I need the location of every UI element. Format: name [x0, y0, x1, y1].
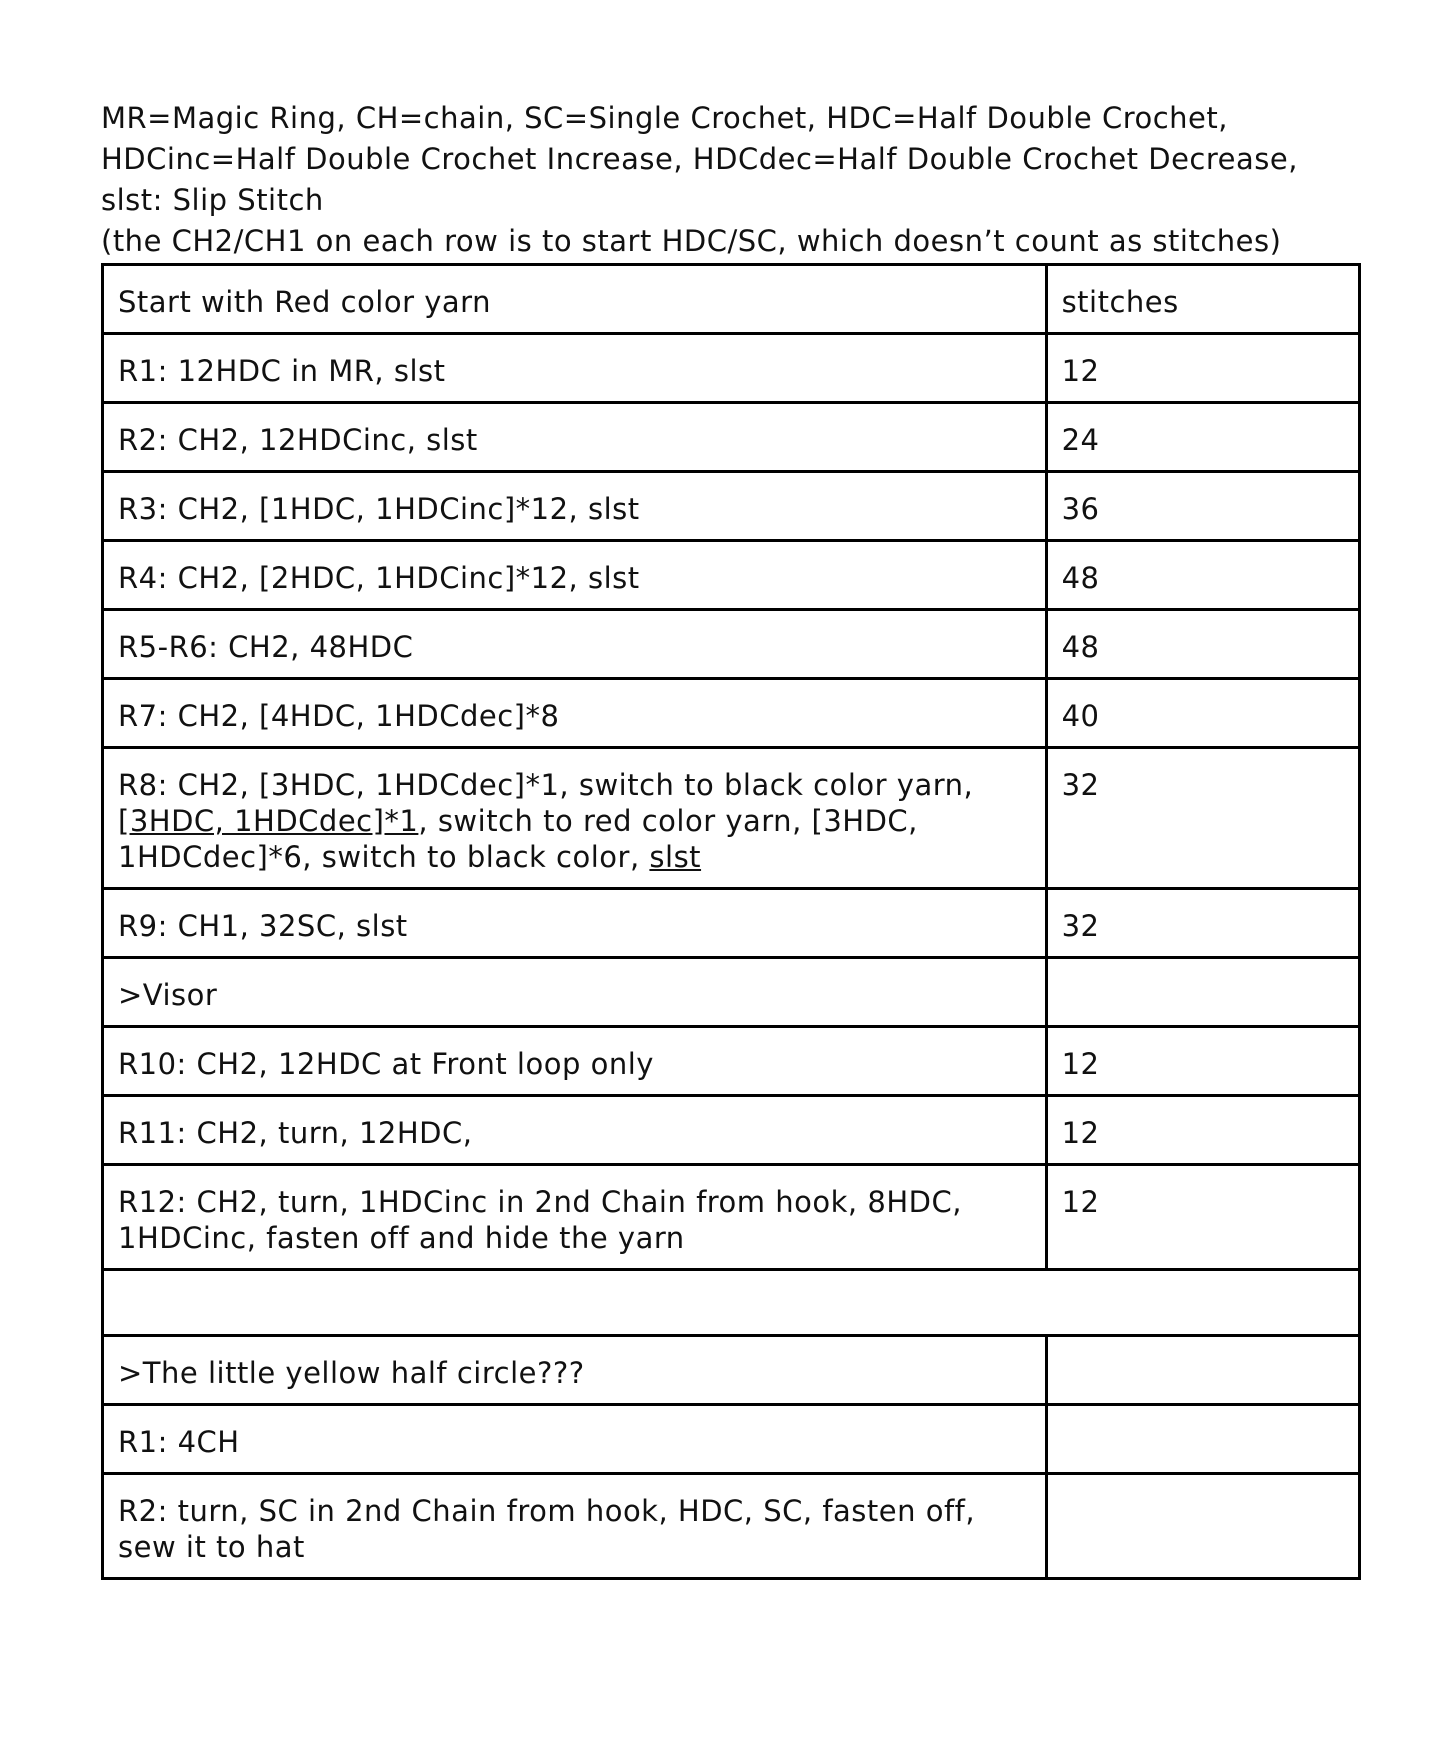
- row-stitch-count: 24: [1046, 403, 1359, 472]
- table-row: [103, 403, 1360, 472]
- table-row: [103, 541, 1360, 610]
- row-stitch-count: 32: [1046, 748, 1359, 889]
- row-instruction: R4: CH2, [2HDC, 1HDCinc]*12, slst: [103, 541, 1047, 610]
- instruction-text: R2: turn, SC in 2nd Chain from hook, HDC, SC, fasten off,: [118, 1494, 976, 1528]
- row-stitch-count: 12: [1046, 1027, 1359, 1096]
- section-heading-half-circle: >The little yellow half circle???: [103, 1336, 1047, 1405]
- legend-line: HDCinc=Half Double Crochet Increase, HDCdec=Half Double Crochet Decrease,: [101, 142, 1298, 176]
- row-instruction: [103, 748, 1047, 889]
- table-row: [103, 679, 1360, 748]
- row-instruction: R11: CH2, turn, 12HDC,: [103, 1096, 1047, 1165]
- row-stitch-count: 48: [1046, 541, 1359, 610]
- row-instruction: R1: 12HDC in MR, slst: [103, 334, 1047, 403]
- table-row: [103, 1405, 1360, 1474]
- legend-note: (the CH2/CH1 on each row is to start HDC/SC, which doesn’t count as stitches): [101, 224, 1282, 258]
- table-row: [103, 958, 1360, 1027]
- underlined-text: slst: [649, 840, 702, 874]
- row-instruction: [103, 1474, 1047, 1579]
- header-stitches: stitches: [1046, 265, 1359, 334]
- row-stitch-count: 12: [1046, 1165, 1359, 1270]
- row-instruction: R10: CH2, 12HDC at Front loop only: [103, 1027, 1047, 1096]
- row-instruction: R7: CH2, [4HDC, 1HDCdec]*8: [103, 679, 1047, 748]
- instruction-text: R12: CH2, turn, 1HDCinc in 2nd Chain from hook, 8HDC,: [118, 1185, 962, 1219]
- instruction-text: sew it to hat: [118, 1530, 305, 1564]
- table-row: [103, 1027, 1360, 1096]
- row-instruction: [103, 1165, 1047, 1270]
- legend-line: slst: Slip Stitch: [101, 183, 324, 217]
- empty-separator-row: [103, 1270, 1360, 1336]
- table-row: [103, 1165, 1360, 1270]
- empty-cell: [103, 1270, 1360, 1336]
- table-row: [103, 1474, 1360, 1579]
- section-heading-visor: >Visor: [103, 958, 1047, 1027]
- row-stitch-count: 48: [1046, 610, 1359, 679]
- row-instruction: R1: 4CH: [103, 1405, 1047, 1474]
- pattern-table: [101, 263, 1361, 1580]
- instruction-text: , switch to red color yarn, [3HDC,: [418, 804, 918, 838]
- row-stitch-count: [1046, 1336, 1359, 1405]
- instruction-text: 1HDCdec]*6, switch to black color,: [118, 840, 640, 874]
- row-instruction: R5-R6: CH2, 48HDC: [103, 610, 1047, 679]
- table-row: [103, 472, 1360, 541]
- row-instruction: R2: CH2, 12HDCinc, slst: [103, 403, 1047, 472]
- header-instruction: Start with Red color yarn: [103, 265, 1047, 334]
- row-stitch-count: 32: [1046, 889, 1359, 958]
- row-instruction: R3: CH2, [1HDC, 1HDCinc]*12, slst: [103, 472, 1047, 541]
- underlined-text: [3HDC, 1HDCdec]*1: [118, 804, 419, 838]
- row-instruction: R9: CH1, 32SC, slst: [103, 889, 1047, 958]
- row-stitch-count: 36: [1046, 472, 1359, 541]
- abbreviations-legend: [101, 98, 1361, 262]
- instruction-text: 1HDCinc, fasten off and hide the yarn: [118, 1221, 685, 1255]
- instruction-text: R8: CH2, [3HDC, 1HDCdec]*1, switch to black color yarn,: [118, 768, 974, 802]
- row-stitch-count: 12: [1046, 334, 1359, 403]
- row-stitch-count: 40: [1046, 679, 1359, 748]
- row-stitch-count: 12: [1046, 1096, 1359, 1165]
- table-row: [103, 1096, 1360, 1165]
- table-row: [103, 334, 1360, 403]
- row-stitch-count: [1046, 958, 1359, 1027]
- legend-line: MR=Magic Ring, CH=chain, SC=Single Crochet, HDC=Half Double Crochet,: [101, 101, 1228, 135]
- row-stitch-count: [1046, 1474, 1359, 1579]
- table-row: [103, 610, 1360, 679]
- table-row: [103, 748, 1360, 889]
- table-header-row: [103, 265, 1360, 334]
- row-stitch-count: [1046, 1405, 1359, 1474]
- table-row: [103, 889, 1360, 958]
- table-row: [103, 1336, 1360, 1405]
